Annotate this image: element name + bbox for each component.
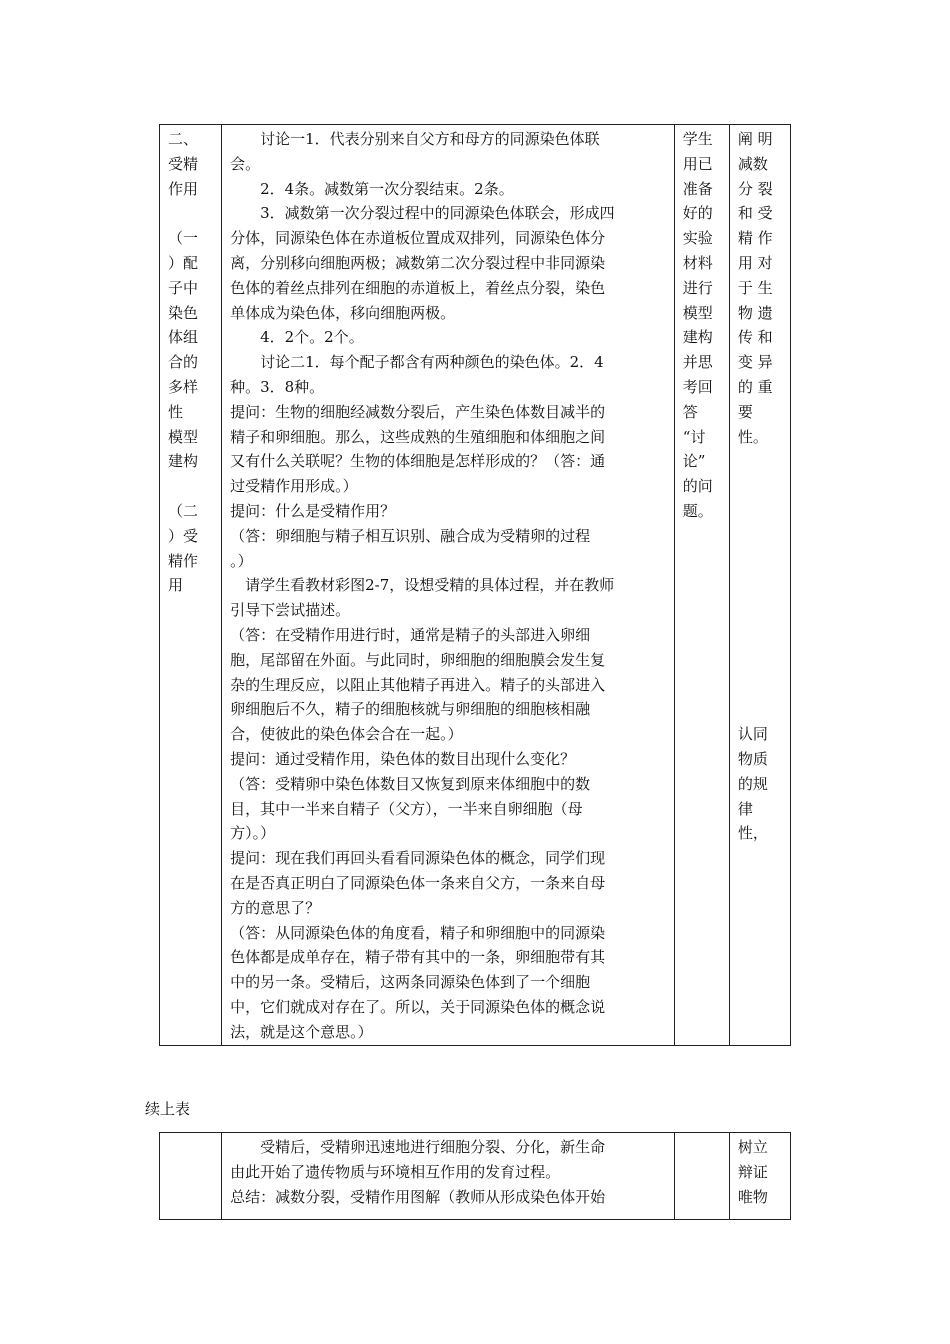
continued-label: 续上表: [145, 1100, 191, 1118]
spacer: [168, 474, 217, 499]
intent-line: 物质: [737, 749, 768, 768]
subsection-line: ）受: [168, 526, 199, 545]
body-text-line: 分体，同源染色体在赤道板位置成双排列，同源染色体分: [230, 229, 606, 248]
subsection-line: 子中: [168, 278, 199, 297]
intent-line: 认同: [737, 725, 768, 744]
body-text-line: 提问：生物的细胞经减数分裂后，产生染色体数目减半的: [230, 402, 606, 421]
subsection-line: ）配: [168, 253, 199, 272]
subsection-line: 建构: [168, 452, 199, 471]
body-text-line: 受精后，受精卵迅速地进行细胞分裂、分化，新生命: [230, 1138, 606, 1156]
student-activity-column: [674, 125, 729, 1046]
intent-line: 要: [737, 402, 753, 421]
intent-line: 的 重: [737, 377, 773, 396]
activity-line: 学生: [682, 130, 713, 148]
subsection-line: （二: [168, 501, 199, 520]
spacer: [738, 524, 784, 549]
body-text-line: 中，它们就成对存在了。所以，关于同源染色体的概念说: [230, 997, 606, 1016]
body-text-line: 方）。）: [230, 824, 276, 843]
spacer: [738, 673, 784, 698]
section-column: [160, 1133, 222, 1220]
activity-line: 论”: [682, 452, 706, 471]
subsection-line: 合的: [168, 353, 199, 372]
spacer: [738, 697, 784, 722]
intent-line: 分 裂: [737, 179, 773, 198]
spacer: [168, 201, 217, 226]
body-text-line: 目，其中一半来自精子（父方），一半来自卵细胞（母: [230, 799, 583, 818]
section-heading-line: 受精: [168, 154, 199, 173]
student-activity-column: [674, 1133, 729, 1220]
subsection-line: 体组: [168, 328, 199, 347]
body-text-line: 过受精作用形成。）: [230, 477, 358, 496]
intent-line: 辩证: [737, 1162, 768, 1181]
intent-line: 减数: [737, 154, 768, 173]
subsection-line: 用: [168, 576, 184, 595]
intent-line: 精 作: [737, 229, 773, 248]
teaching-process-column: [222, 125, 675, 1046]
activity-line: “讨: [682, 427, 706, 446]
intent-line: 树立: [737, 1138, 768, 1156]
body-text-line: （答：从同源染色体的角度看，精子和卵细胞中的同源染: [230, 923, 606, 942]
activity-line: 并思: [682, 353, 713, 372]
body-text-line: 法，就是这个意思。）: [230, 1022, 373, 1041]
body-text-line: （答：在受精作用进行时，通常是精子的头部进入卵细: [230, 625, 591, 644]
table-row: [160, 1133, 791, 1220]
intent-line: 和 受: [737, 204, 773, 223]
body-text-line: 杂的生理反应，以阻止其他精子再进入。精子的头部进入: [230, 675, 606, 694]
spacer: [738, 598, 784, 623]
continued-table: [159, 1132, 791, 1220]
lesson-plan-table: [159, 124, 791, 1046]
body-text-line: 讨论一1．代表分别来自父方和母方的同源染色体联: [230, 130, 600, 148]
spacer: [738, 549, 784, 574]
subsection-line: 染色: [168, 303, 199, 322]
body-text-line: 提问：现在我们再回头看看同源染色体的概念，同学们现: [230, 849, 606, 868]
intent-line: 律: [737, 799, 753, 818]
activity-line: 建构: [682, 328, 713, 347]
body-text-line: （答：卵细胞与精子相互识别、融合成为受精卵的过程: [230, 526, 591, 545]
intent-line: 阐 明: [737, 130, 773, 148]
spacer: [738, 573, 784, 598]
activity-line: 好的: [682, 204, 713, 223]
spacer: [738, 623, 784, 648]
teaching-process-column: [222, 1133, 675, 1220]
body-text-line: 会。: [230, 154, 261, 173]
activity-line: 实验: [682, 229, 713, 248]
subsection-line: 多样: [168, 377, 199, 396]
body-text-line: 提问：通过受精作用，染色体的数目出现什么变化？: [230, 749, 576, 768]
body-text-line: 讨论二1．每个配子都含有两种颜色的染色体。2．4: [230, 353, 604, 372]
body-text-line: 卵细胞后不久，精子的细胞核就与卵细胞的细胞核相融: [230, 700, 591, 719]
body-text-line: 胞，尾部留在外面。与此同时，卵细胞的细胞膜会发生复: [230, 650, 606, 669]
body-text-line: 中的另一条。受精后，这两条同源染色体到了一个细胞: [230, 973, 591, 992]
body-text-line: 离，分别移向细胞两极；减数第二次分裂过程中非同源染: [230, 253, 606, 272]
spacer: [738, 449, 784, 474]
section-heading-line: 二、: [168, 130, 199, 148]
intent-line: 性，: [737, 824, 768, 843]
section-column: [160, 125, 222, 1046]
body-text-line: 在是否真正明白了同源染色体一条来自父方，一条来自母: [230, 873, 606, 892]
intent-line: 传 和: [737, 328, 773, 347]
activity-line: 的问: [682, 477, 713, 496]
body-text-line: 色体都是成单存在，精子带有其中的一条，卵细胞带有其: [230, 948, 606, 967]
body-text-line: 4．2个。2个。: [230, 328, 364, 347]
activity-line: 用已: [682, 154, 713, 173]
subsection-line: 性: [168, 402, 184, 421]
intent-line: 用 对: [737, 253, 773, 272]
activity-line: 材料: [682, 253, 713, 272]
design-intent-column: [729, 125, 790, 1046]
body-text-line: 单体成为染色体，移向细胞两极。: [230, 303, 456, 322]
activity-line: 考回: [682, 377, 713, 396]
body-text-line: 由此开始了遗传物质与环境相互作用的发育过程。: [230, 1162, 561, 1181]
body-text-line: 请学生看教材彩图2-7，设想受精的具体过程，并在教师: [230, 576, 615, 595]
activity-line: 准备: [682, 179, 713, 198]
subsection-line: 精作: [168, 551, 199, 570]
body-text-line: 提问：什么是受精作用？: [230, 501, 396, 520]
activity-line: 进行: [682, 278, 713, 297]
body-text-line: 又有什么关联呢？生物的体细胞是怎样形成的？（答：通: [230, 452, 606, 471]
table-row: [160, 125, 791, 1046]
body-text-line: 精子和卵细胞。那么，这些成熟的生殖细胞和体细胞之间: [230, 427, 606, 446]
intent-line: 物 遗: [737, 303, 773, 322]
body-text-line: 合，使彼此的染色体会合在一起。）: [230, 725, 463, 744]
subsection-line: 模型: [168, 427, 199, 446]
activity-line: 题。: [682, 501, 713, 520]
body-text-line: 色体的着丝点排列在细胞的赤道板上，着丝点分裂，染色: [230, 278, 606, 297]
body-text-line: 2．4条。减数第一次分裂结束。2条。: [230, 179, 514, 198]
body-text-line: 引导下尝试描述。: [230, 601, 351, 620]
body-text-line: 3．减数第一次分裂过程中的同源染色体联会，形成四: [230, 204, 615, 223]
intent-line: 唯物: [737, 1187, 768, 1206]
activity-line: 答: [682, 402, 698, 421]
intent-line: 性。: [737, 427, 768, 446]
body-text-line: 。）: [230, 551, 253, 570]
design-intent-column: [729, 1133, 790, 1220]
subsection-line: （一: [168, 229, 199, 248]
body-text-line: 方的意思了？: [230, 898, 321, 917]
intent-line: 于 生: [737, 278, 773, 297]
spacer: [738, 648, 784, 673]
body-text-line: 总结：减数分裂，受精作用图解（教师从形成染色体开始: [230, 1187, 606, 1206]
section-heading-line: 作用: [168, 179, 199, 198]
body-text-line: 种。3．8种。: [230, 377, 325, 396]
activity-line: 模型: [682, 303, 713, 322]
intent-line: 变 异: [737, 353, 773, 372]
intent-line: 的规: [737, 774, 768, 793]
body-text-line: （答：受精卵中染色体数目又恢复到原来体细胞中的数: [230, 774, 591, 793]
spacer: [738, 474, 784, 499]
spacer: [738, 499, 784, 524]
